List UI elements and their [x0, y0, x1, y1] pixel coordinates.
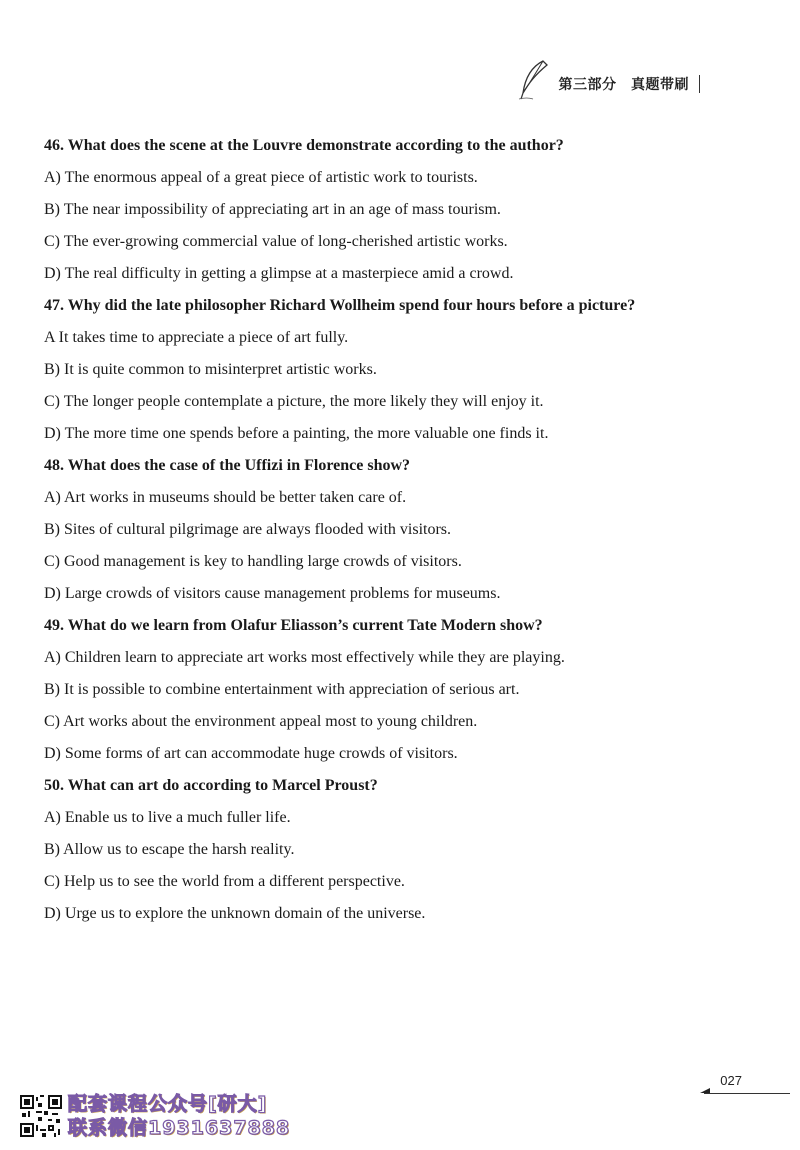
question-block [44, 614, 744, 774]
option-c: C) Good management is key to handling large crowds of visitors. [44, 553, 462, 570]
option-a: A) Children learn to appreciate art works most effectively while they are playing. [44, 649, 565, 666]
question-title: 48. What does the case of the Uffizi in Florence show? [44, 457, 411, 474]
question-block [44, 454, 744, 614]
option-b: B) It is quite common to misinterpret artistic works. [44, 361, 377, 378]
page-header [517, 55, 701, 105]
option-b: B) Allow us to escape the harsh reality. [44, 841, 295, 858]
question-block [44, 294, 744, 454]
option-b: B) It is possible to combine entertainment with appreciation of serious art. [44, 681, 520, 698]
option-d: D) Some forms of art can accommodate huge crowds of visitors. [44, 745, 458, 762]
question-block [44, 134, 744, 294]
option-a: A It takes time to appreciate a piece of art fully. [44, 329, 349, 346]
quill-pen-icon [517, 59, 551, 101]
question-block [44, 774, 744, 934]
option-d: D) The real difficulty in getting a glimpse at a masterpiece amid a crowd. [44, 265, 514, 282]
promo-footer [20, 1093, 290, 1139]
option-d: D) Large crowds of visitors cause management problems for museums. [44, 585, 501, 602]
option-d: D) Urge us to explore the unknown domain of the universe. [44, 905, 426, 922]
question-title: 49. What do we learn from Olafur Eliasson’s current Tate Modern show? [44, 617, 543, 634]
option-a: A) Art works in museums should be better taken care of. [44, 489, 407, 506]
option-c: C) Help us to see the world from a different perspective. [44, 873, 405, 890]
question-title: 46. What does the scene at the Louvre demonstrate according to the author? [44, 137, 564, 154]
qr-code-icon[interactable] [20, 1095, 62, 1137]
promo-text [68, 1093, 290, 1139]
section-title: 第三部分 真题带刷 [558, 77, 689, 93]
option-a: A) Enable us to live a much fuller life. [44, 809, 291, 826]
question-list [44, 134, 744, 934]
option-c: C) The ever-growing commercial value of long-cherished artistic works. [44, 233, 508, 250]
promo-line-1: 配套课程公众号[研大] [68, 1093, 268, 1115]
option-c: C) Art works about the environment appeal most to young children. [44, 713, 478, 730]
option-b: B) The near impossibility of appreciating art in an age of mass tourism. [44, 201, 501, 218]
option-a: A) The enormous appeal of a great piece of artistic work to tourists. [44, 169, 478, 186]
header-divider [699, 75, 700, 93]
option-c: C) The longer people contemplate a picture, the more likely they will enjoy it. [44, 393, 544, 410]
page-number: 027 [720, 1073, 742, 1088]
page-rule [704, 1093, 790, 1094]
question-title: 47. Why did the late philosopher Richard Wollheim spend four hours before a picture? [44, 297, 636, 314]
question-title: 50. What can art do according to Marcel Proust? [44, 777, 378, 794]
promo-line-2: 联系微信1931637888 [68, 1117, 291, 1139]
option-d: D) The more time one spends before a painting, the more valuable one finds it. [44, 425, 549, 442]
option-b: B) Sites of cultural pilgrimage are always flooded with visitors. [44, 521, 452, 538]
